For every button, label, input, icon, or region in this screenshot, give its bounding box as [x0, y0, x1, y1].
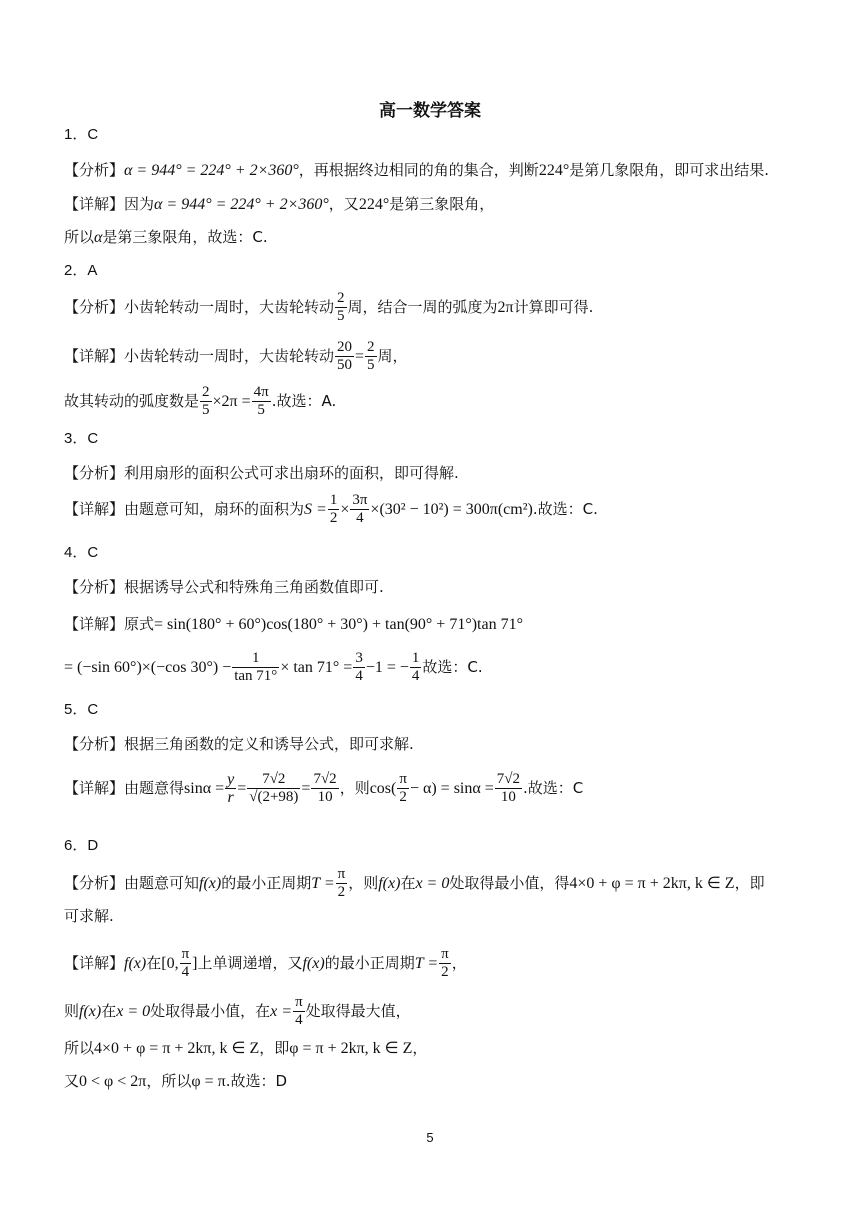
question-3-analysis: 【分析】利用扇形的面积公式可求出扇环的面积，即可得解.	[64, 464, 459, 482]
question-6-detail: 【详解】f(x)在[0, $\frac{\pi}{4}$ ]上单调递增，又f(x)的最小正周期T = $\frac{\pi}{2}$ ，	[64, 946, 467, 980]
question-1-analysis: 【分析】α = 944° = 224° + 2×360°，再根据终边相同的角的集合，判断224°是第几象限角，即可求出结果.	[64, 161, 769, 179]
question-6-detail-line3: 所以4×0 + φ = π + 2kπ, k ∈ Z，即φ = π + 2kπ, k ∈ Z，	[64, 1039, 428, 1057]
question-2-detail: 【详解】小齿轮转动一周时，大齿轮转动 $\frac{20}{50}$ = $\frac{2}{5}$ 周，	[64, 339, 408, 373]
question-2-analysis: 【分析】小齿轮转动一周时，大齿轮转动 $\frac{2}{5}$ 周，结合一周的弧度为2π计算即可得.	[64, 290, 594, 324]
question-3-number: 3．C	[64, 430, 99, 447]
question-4-detail: 【详解】原式= sin(180° + 60°)cos(180° + 30°) + tan(90° + 71°)tan 71°	[64, 615, 523, 633]
question-5-detail: 【详解】由题意得sinα = $\frac{y}{r}$ = $\frac{7√2}{√(2+98)}$ = $\frac{7√2}{10}$ ，则cos( $\frac{\pi}{2}$ − α) = sinα = $\frac{7√2}{10}$ .故选：C	[64, 771, 584, 806]
question-1-detail: 【详解】因为α = 944° = 224° + 2×360°，又224°是第三象限角，	[64, 195, 495, 213]
question-4-number: 4．C	[64, 544, 99, 561]
question-1-conclusion: 所以α是第三象限角，故选：C.	[64, 228, 268, 246]
question-6-number: 6．D	[64, 837, 99, 854]
question-4-calculation: = (−sin 60°)×(−cos 30°) − $\frac{1}{\tan 71^\circ}$ × tan 71° = $\frac{3}{4}$ −1 = − $\frac{1}{4}$ 故选：C.	[64, 650, 483, 684]
question-6-analysis-continued: 可求解.	[64, 907, 114, 925]
page-number: 5	[426, 1130, 434, 1145]
question-4-analysis: 【分析】根据诱导公式和特殊角三角函数值即可.	[64, 578, 384, 596]
question-1-number: 1．C	[64, 126, 99, 143]
question-3-detail: 【详解】由题意可知，扇环的面积为S = $\frac{1}{2}$ × $\frac{3\pi}{4}$ ×(30² − 10²) = 300π(cm²).故选：C.	[64, 492, 598, 526]
question-6-analysis: 【分析】由题意可知f(x)的最小正周期T = $\frac{\pi}{2}$ ，则f(x)在x = 0处取得最小值，得4×0 + φ = π + 2kπ, k ∈ Z，即	[64, 866, 765, 900]
question-6-detail-line2: 则f(x)在x = 0处取得最小值，在x = $\frac{\pi}{4}$ 处取得最大值，	[64, 994, 411, 1028]
question-5-number: 5．C	[64, 701, 99, 718]
page-title: 高一数学答案	[379, 101, 481, 121]
question-2-conclusion: 故其转动的弧度数是 $\frac{2}{5}$ ×2π = $\frac{4\pi}{5}$ .故选：A.	[64, 384, 337, 418]
question-6-detail-line4: 又0 < φ < 2π，所以φ = π.故选：D	[64, 1072, 288, 1090]
question-5-analysis: 【分析】根据三角函数的定义和诱导公式，即可求解.	[64, 735, 414, 753]
question-2-number: 2．A	[64, 262, 98, 279]
